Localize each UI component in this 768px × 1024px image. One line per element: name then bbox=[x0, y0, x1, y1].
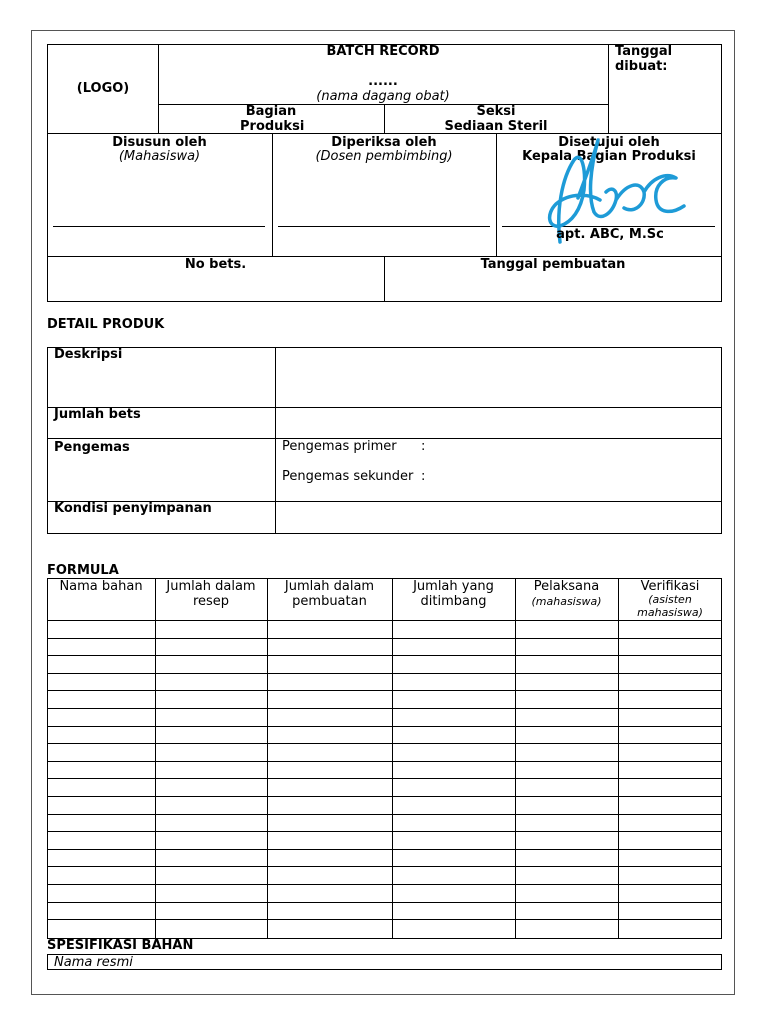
col-weighed-qty: Jumlah yang bbox=[413, 579, 494, 594]
prepared-by-label: Disusun oleh bbox=[112, 135, 207, 150]
detail-heading: DETAIL PRODUK bbox=[47, 317, 165, 332]
checked-by-role: (Dosen pembimbing) bbox=[315, 149, 453, 164]
approved-by-role: Kepala Bagian Produksi bbox=[522, 149, 696, 164]
formula-heading: FORMULA bbox=[47, 563, 119, 578]
batch-number-label: No bets. bbox=[184, 257, 247, 272]
approver-name: apt. ABC, M.Sc bbox=[556, 227, 664, 242]
secondary-packaging-label: Pengemas sekunder bbox=[282, 469, 414, 484]
col-verification-role: mahasiswa) bbox=[637, 606, 703, 619]
table-row[interactable] bbox=[47, 655, 722, 656]
table-row[interactable] bbox=[47, 673, 722, 674]
official-name-label: Nama resmi bbox=[54, 955, 133, 970]
table-row[interactable] bbox=[47, 884, 722, 885]
col-production-qty: pembuatan bbox=[292, 594, 367, 609]
col-verification-role: (asisten bbox=[648, 593, 692, 606]
table-row[interactable] bbox=[47, 620, 722, 621]
col-production-qty: Jumlah dalam bbox=[284, 579, 375, 594]
table-row[interactable] bbox=[47, 708, 722, 709]
table-row[interactable] bbox=[47, 814, 722, 815]
drug-name-dots: ...... bbox=[368, 74, 398, 89]
packaging-label: Pengemas bbox=[54, 440, 130, 455]
col-weighed-qty: ditimbang bbox=[420, 594, 487, 609]
secondary-packaging-colon: : bbox=[421, 469, 426, 484]
description-label: Deskripsi bbox=[54, 347, 123, 362]
col-recipe-qty: resep bbox=[192, 594, 230, 609]
table-row[interactable] bbox=[47, 831, 722, 832]
table-row[interactable] bbox=[47, 866, 722, 867]
table-row[interactable] bbox=[47, 761, 722, 762]
primary-packaging-label: Pengemas primer bbox=[282, 439, 397, 454]
table-row[interactable] bbox=[47, 902, 722, 903]
col-verification: Verifikasi bbox=[640, 579, 700, 594]
col-recipe-qty: Jumlah dalam bbox=[166, 579, 256, 594]
checked-by-label: Diperiksa oleh bbox=[331, 135, 437, 150]
detail-divider bbox=[275, 347, 276, 534]
production-date-label: Tanggal pembuatan bbox=[480, 257, 626, 272]
table-row[interactable] bbox=[47, 726, 722, 727]
storage-label: Kondisi penyimpanan bbox=[54, 501, 212, 516]
col-executor: Pelaksana bbox=[533, 579, 600, 594]
logo-placeholder: (LOGO) bbox=[76, 81, 130, 96]
table-row[interactable] bbox=[47, 849, 722, 850]
section-label: Sediaan Steril bbox=[444, 119, 548, 134]
date-created-label: Tanggal dibuat: bbox=[615, 44, 673, 74]
table-row[interactable] bbox=[47, 796, 722, 797]
detail-divider bbox=[47, 407, 722, 408]
col-executor-role: (mahasiswa) bbox=[531, 595, 602, 608]
department-label: Bagian Produksi bbox=[240, 104, 305, 134]
drug-name-label: (nama dagang obat) bbox=[316, 89, 450, 104]
primary-packaging-colon: : bbox=[421, 439, 426, 454]
table-row[interactable] bbox=[47, 743, 722, 744]
table-row[interactable] bbox=[47, 690, 722, 691]
page-title: BATCH RECORD bbox=[326, 44, 440, 59]
batch-count-label: Jumlah bets bbox=[54, 407, 141, 422]
spec-table bbox=[47, 954, 722, 970]
table-row[interactable] bbox=[47, 778, 722, 779]
section-label: Seksi bbox=[476, 104, 516, 119]
table-row[interactable] bbox=[47, 638, 722, 639]
col-material-name: Nama bahan bbox=[59, 579, 143, 594]
table-row[interactable] bbox=[47, 919, 722, 920]
prepared-by-role: (Mahasiswa) bbox=[118, 149, 201, 164]
spec-heading: SPESIFIKASI BAHAN bbox=[47, 938, 194, 953]
approved-by-label: Disetujui oleh bbox=[558, 135, 660, 150]
